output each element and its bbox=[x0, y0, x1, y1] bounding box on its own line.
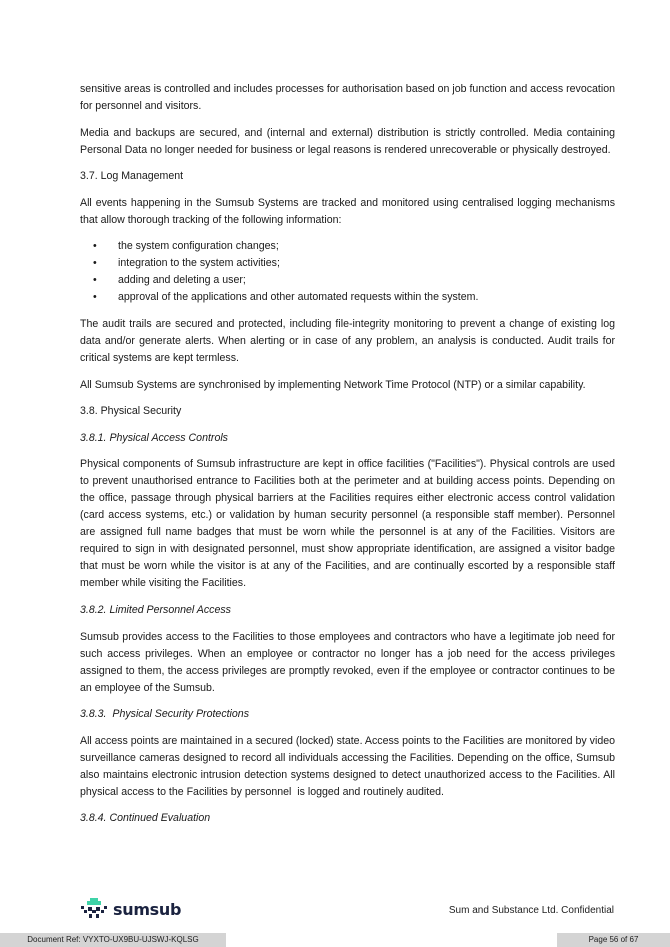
paragraph: The audit trails are secured and protected, including file-integrity monitoring to prevent a change of existing log data and/or generate alerts. When alerting or in case of any problem, an analysis is conducted. Audit trails for critical systems are kept termless. bbox=[80, 317, 615, 364]
confidentiality-notice: Sum and Substance Ltd. Confidential bbox=[448, 905, 614, 916]
list-item-text: adding and deleting a user; bbox=[118, 274, 246, 287]
subsection-heading: 3.8.3. Physical Security Protections bbox=[80, 708, 249, 721]
paragraph: sensitive areas is controlled and includes processes for authorisation based on job function and access revocation for personnel and visitors. bbox=[80, 83, 615, 112]
list-item bbox=[80, 238, 615, 255]
bullet-icon: • bbox=[93, 274, 97, 287]
sumsub-logo bbox=[79, 898, 181, 920]
paragraph: Physical components of Sumsub infrastructure are kept in office facilities ("Facilities"). Physical controls are used to prevent unauthorised entrance to Facilities both at the perimeter and at building access points. Depending on the office, passage through physical barriers at the Facilities requires either electronic access control validation (card access systems, etc.) or validation by human security personnel (a responsible staff member). Personnel are assigned full name badges that must be worn while the personnel is at any of the Facilities. Visitors are required to sign in with designated personnel, must show appropriate identification, are assigned a visitor badge that must be worn while the visitor is at any of the Facilities, and are continually escorted by a responsible staff member while visiting the Facilities. bbox=[80, 458, 615, 590]
paragraph: All events happening in the Sumsub Systems are tracked and monitored using centralised logging mechanisms that allow thorough tracking of the following information: bbox=[80, 196, 615, 226]
list-item bbox=[80, 272, 615, 289]
document-body bbox=[80, 81, 618, 837]
list-item-text: the system configuration changes; bbox=[118, 240, 279, 253]
paragraph: Sumsub provides access to the Facilities to those employees and contractors who have a legitimate job need for such access privileges. When an employee or contractor no longer has a job need for the access privileges assigned to them, the access privileges are promptly revoked, even if the employee or contractor continues to be an employee of the Sumsub. bbox=[80, 630, 615, 694]
logo-text: sumsub bbox=[113, 899, 182, 919]
paragraph: All Sumsub Systems are synchronised by implementing Network Time Protocol (NTP) or a similar capability. bbox=[80, 378, 586, 391]
bullet-icon: • bbox=[93, 291, 97, 304]
paragraph: Media and backups are secured, and (internal and external) distribution is strictly controlled. Media containing Personal Data no longer needed for business or legal reasons is rendered unrecoverable or physically destroyed. bbox=[80, 126, 615, 156]
list-item bbox=[80, 255, 615, 272]
bullet-list bbox=[80, 238, 615, 306]
page-number: Page 56 of 67 bbox=[557, 933, 670, 947]
section-heading: 3.8. Physical Security bbox=[80, 405, 182, 418]
subsection-heading: 3.8.1. Physical Access Controls bbox=[80, 431, 228, 444]
list-item-text: approval of the applications and other automated requests within the system. bbox=[118, 291, 479, 304]
paragraph: All access points are maintained in a secured (locked) state. Access points to the Facilities are monitored by video surveillance cameras designed to record all individuals accessing the Facilities. Depending on the office, Sumsub also maintains electronic intrusion detection systems designed to detect unauthorized access to the Facilities. All physical access to the Facilities by personnel is logged and routinely audited. bbox=[80, 734, 618, 798]
bullet-icon: • bbox=[93, 240, 97, 253]
list-item bbox=[80, 289, 615, 306]
subsection-heading: 3.8.2. Limited Personnel Access bbox=[80, 603, 231, 616]
bullet-icon: • bbox=[93, 257, 97, 270]
sumsub-logo-icon bbox=[79, 898, 109, 920]
subsection-heading: 3.8.4. Continued Evaluation bbox=[80, 812, 211, 825]
document-reference: Document Ref: VYXTO-UX9BU-UJSWJ-KQLSG bbox=[0, 933, 226, 947]
list-item-text: integration to the system activities; bbox=[118, 257, 280, 270]
section-heading: 3.7. Log Management bbox=[80, 170, 184, 183]
